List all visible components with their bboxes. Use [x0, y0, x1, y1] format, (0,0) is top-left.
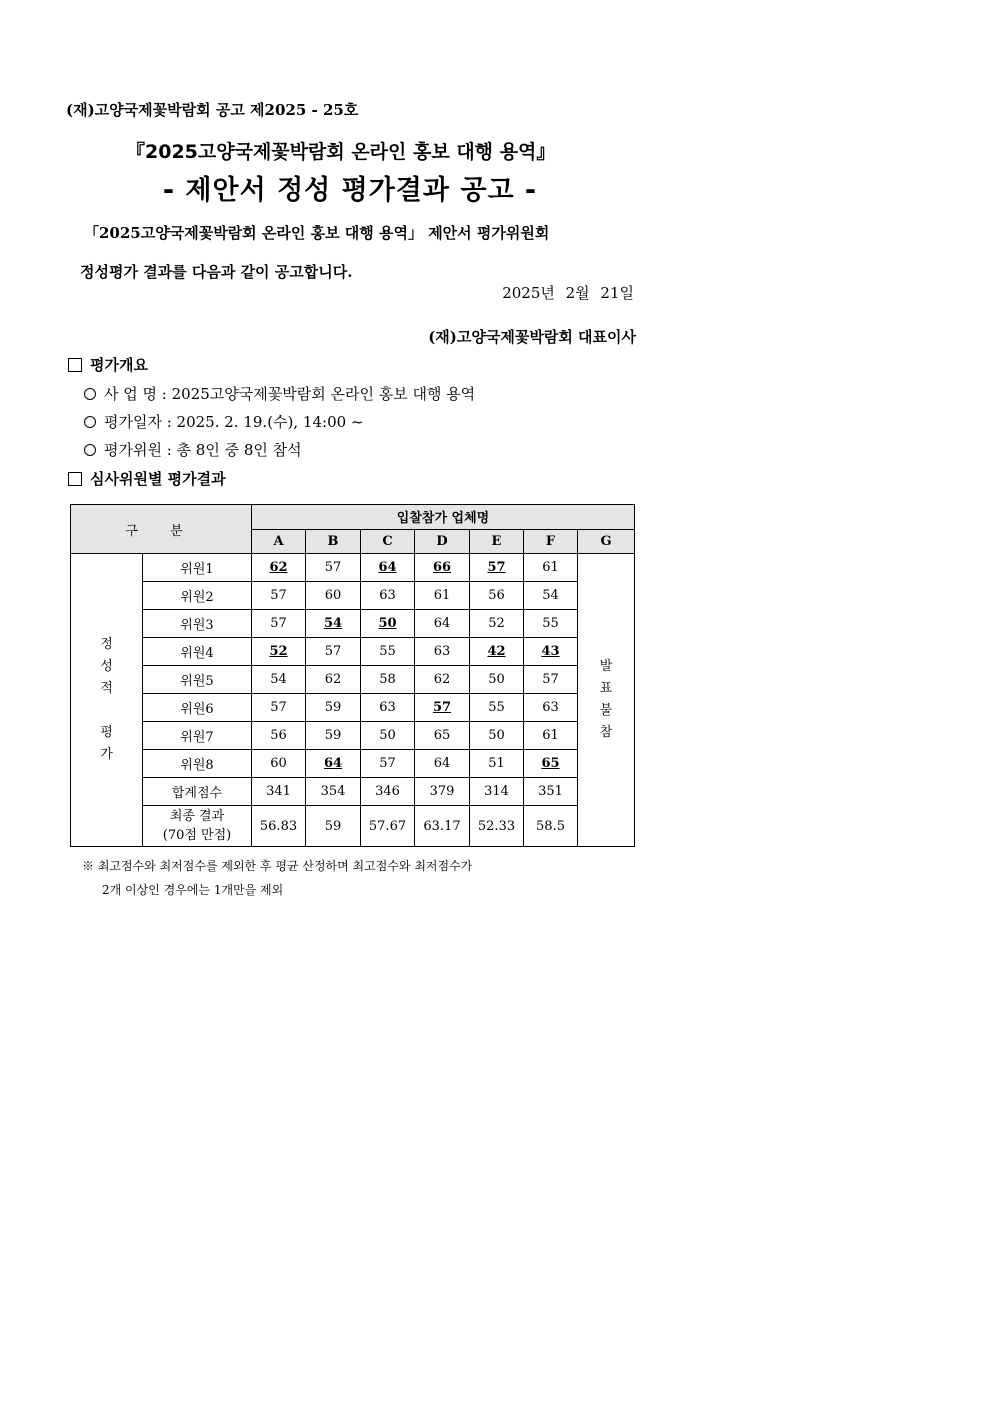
score-cell	[524, 666, 578, 694]
overview-item-text: 평가일자 : 2025. 2. 19.(수), 14:00 ~	[104, 413, 364, 431]
score-cell	[361, 694, 415, 722]
score-value: 50	[488, 728, 505, 743]
category-label-char: 성	[100, 659, 113, 674]
header-row	[71, 505, 635, 530]
score-value: 61	[542, 560, 559, 575]
circle-bullet-icon	[84, 388, 96, 400]
score-cell	[470, 694, 524, 722]
evaluator-label: 위원6	[143, 694, 252, 722]
score-value: 62	[433, 672, 451, 687]
score-cell	[470, 638, 524, 666]
score-cell	[415, 610, 470, 638]
evaluator-label: 위원5	[143, 666, 252, 694]
final-value: 56.83	[252, 806, 306, 847]
score-cell	[470, 582, 524, 610]
score-cell	[252, 722, 306, 750]
evaluator-label: 위원3	[143, 610, 252, 638]
final-results-label-line-1: 최종 결과	[169, 809, 225, 824]
evaluation-results-table	[70, 504, 635, 847]
final-results-label	[143, 806, 252, 847]
evaluator-label: 위원2	[143, 582, 252, 610]
score-value: 50	[379, 728, 396, 743]
table-row	[71, 750, 635, 778]
totals-row	[71, 778, 635, 806]
score-value: 60	[270, 756, 287, 771]
section-results-title: 심사위원별 평가결과	[90, 470, 226, 488]
score-cell	[252, 750, 306, 778]
score-cell	[252, 582, 306, 610]
overview-item	[84, 439, 302, 460]
score-value: 58	[379, 672, 396, 687]
score-value: 57	[270, 616, 287, 631]
column-header-f: F	[524, 529, 578, 554]
total-value: 346	[361, 778, 415, 806]
score-cell	[252, 610, 306, 638]
score-value: 64	[378, 560, 397, 575]
section-overview-heading	[68, 354, 148, 375]
g-column-note	[578, 554, 635, 847]
score-cell	[306, 750, 361, 778]
score-cell	[361, 554, 415, 582]
score-cell	[470, 666, 524, 694]
g-column-note-char: 참	[599, 725, 613, 740]
announcement-title: 『2025고양국제꽃박람회 온라인 홍보 대행 용역』	[126, 141, 556, 163]
column-header-d: D	[415, 529, 470, 554]
score-cell	[306, 694, 361, 722]
table-row	[71, 666, 635, 694]
footnote-line-2: 2개 이상인 경우에는 1개만을 제외	[102, 883, 284, 897]
score-cell	[415, 554, 470, 582]
g-column-note-char: 불	[599, 703, 613, 718]
overview-item	[84, 383, 475, 404]
score-cell	[306, 722, 361, 750]
score-cell	[470, 610, 524, 638]
score-cell	[415, 666, 470, 694]
score-value: 52	[269, 644, 288, 659]
column-header-e: E	[470, 529, 524, 554]
g-column-note-char: 발	[599, 659, 613, 674]
score-value: 57	[270, 700, 287, 715]
total-value: 314	[470, 778, 524, 806]
section-results-heading	[68, 468, 226, 489]
score-cell	[361, 750, 415, 778]
score-value: 63	[379, 588, 396, 603]
evaluator-label: 위원7	[143, 722, 252, 750]
score-value: 57	[324, 560, 342, 575]
score-value: 64	[433, 616, 451, 631]
score-cell	[252, 666, 306, 694]
score-value: 65	[433, 728, 451, 743]
score-cell	[415, 638, 470, 666]
score-value: 63	[433, 644, 451, 659]
score-value: 55	[542, 616, 559, 631]
score-value: 42	[487, 644, 506, 659]
score-value: 57	[432, 700, 452, 715]
score-cell	[524, 638, 578, 666]
score-cell	[306, 582, 361, 610]
score-cell	[415, 722, 470, 750]
score-value: 61	[433, 588, 451, 603]
score-cell	[524, 750, 578, 778]
score-value: 50	[488, 672, 505, 687]
score-value: 54	[323, 616, 343, 631]
score-cell	[470, 554, 524, 582]
score-value: 59	[324, 728, 342, 743]
score-value: 43	[541, 644, 560, 659]
evaluator-label: 위원1	[143, 554, 252, 582]
score-value: 60	[324, 588, 342, 603]
score-value: 57	[270, 588, 287, 603]
total-value: 351	[524, 778, 578, 806]
score-value: 50	[378, 616, 397, 631]
score-value: 57	[542, 672, 559, 687]
score-cell	[306, 638, 361, 666]
score-value: 63	[379, 700, 396, 715]
score-cell	[524, 694, 578, 722]
score-value: 62	[269, 560, 288, 575]
intro-text-line-2: 정성평가 결과를 다음과 같이 공고합니다.	[80, 263, 353, 281]
table-row	[71, 694, 635, 722]
division-header: 구 분	[71, 505, 252, 554]
overview-item-text: 평가위원 : 총 8인 중 8인 참석	[104, 441, 302, 459]
overview-item	[84, 411, 364, 432]
intro-text-line-1: 「2025고양국제꽃박람회 온라인 홍보 대행 용역」 제안서 평가위원회	[84, 224, 550, 242]
totals-label: 합계점수	[143, 778, 252, 806]
score-cell	[361, 666, 415, 694]
score-cell	[470, 722, 524, 750]
score-value: 54	[270, 672, 287, 687]
final-value: 59	[306, 806, 361, 847]
table-row	[71, 582, 635, 610]
score-cell	[415, 750, 470, 778]
bidders-header: 입찰참가 업체명	[252, 505, 635, 530]
score-value: 63	[542, 700, 559, 715]
score-value: 61	[542, 728, 559, 743]
score-value: 51	[488, 756, 505, 771]
score-cell	[415, 694, 470, 722]
table-row	[71, 610, 635, 638]
category-label-char: 가	[100, 747, 113, 762]
issuer: (재)고양국제꽃박람회 대표이사	[428, 328, 636, 346]
score-cell	[252, 554, 306, 582]
score-cell	[361, 610, 415, 638]
announcement-date: 2025년 2월 21일	[502, 284, 634, 302]
score-cell	[415, 582, 470, 610]
score-cell	[306, 554, 361, 582]
score-cell	[252, 694, 306, 722]
category-label-char: 평	[100, 725, 113, 740]
score-value: 57	[487, 560, 506, 575]
final-results-row	[71, 806, 635, 847]
score-value: 66	[432, 560, 452, 575]
score-value: 65	[541, 756, 560, 771]
announcement-subtitle: - 제안서 정성 평가결과 공고 -	[162, 175, 538, 206]
score-value: 55	[488, 700, 505, 715]
score-value: 57	[324, 644, 342, 659]
score-value: 56	[270, 728, 287, 743]
total-value: 379	[415, 778, 470, 806]
score-cell	[306, 610, 361, 638]
table-row	[71, 722, 635, 750]
score-value: 59	[324, 700, 342, 715]
circle-bullet-icon	[84, 444, 96, 456]
notice-number: (재)고양국제꽃박람회 공고 제2025 - 25호	[66, 101, 359, 119]
score-cell	[524, 582, 578, 610]
evaluator-label: 위원4	[143, 638, 252, 666]
column-header-c: C	[361, 529, 415, 554]
column-header-b: B	[306, 529, 361, 554]
score-cell	[524, 554, 578, 582]
score-cell	[524, 610, 578, 638]
score-cell	[361, 722, 415, 750]
category-label-char: 정	[100, 637, 113, 652]
checkbox-square-icon	[68, 358, 82, 372]
score-value: 62	[324, 672, 342, 687]
category-label-char: 적	[100, 681, 113, 696]
score-value: 56	[488, 588, 505, 603]
score-value: 57	[379, 756, 396, 771]
column-header-g: G	[578, 529, 635, 554]
evaluator-label: 위원8	[143, 750, 252, 778]
score-cell	[361, 582, 415, 610]
category-label	[71, 554, 143, 847]
g-column-note-char: 표	[599, 681, 613, 696]
total-value: 354	[306, 778, 361, 806]
final-value: 52.33	[470, 806, 524, 847]
table-row	[71, 638, 635, 666]
score-value: 54	[542, 588, 559, 603]
checkbox-square-icon	[68, 472, 82, 486]
final-value: 58.5	[524, 806, 578, 847]
score-value: 52	[488, 616, 505, 631]
score-value: 64	[323, 756, 343, 771]
category-label-char	[71, 700, 142, 722]
final-results-label-line-2: (70점 만점)	[162, 828, 232, 843]
table-row	[71, 554, 635, 582]
score-cell	[306, 666, 361, 694]
final-value: 57.67	[361, 806, 415, 847]
score-cell	[524, 722, 578, 750]
score-cell	[470, 750, 524, 778]
total-value: 341	[252, 778, 306, 806]
score-cell	[361, 638, 415, 666]
section-overview-title: 평가개요	[90, 356, 148, 374]
column-header-a: A	[252, 529, 306, 554]
circle-bullet-icon	[84, 416, 96, 428]
score-value: 55	[379, 644, 396, 659]
score-value: 64	[433, 756, 451, 771]
final-value: 63.17	[415, 806, 470, 847]
overview-item-text: 사 업 명 : 2025고양국제꽃박람회 온라인 홍보 대행 용역	[104, 385, 476, 403]
footnote-line-1: ※ 최고점수와 최저점수를 제외한 후 평균 산정하며 최고점수와 최저점수가	[82, 859, 473, 873]
score-cell	[252, 638, 306, 666]
